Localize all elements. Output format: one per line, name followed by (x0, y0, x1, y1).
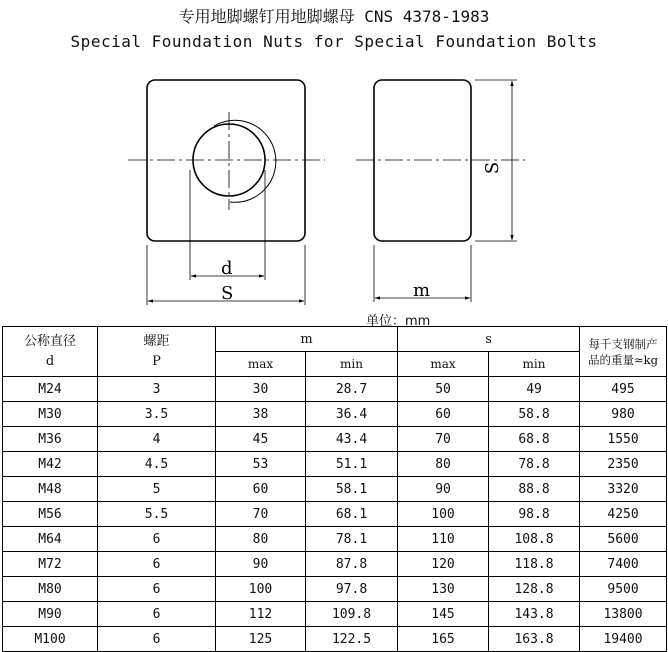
cell-m-max: 80 (216, 527, 306, 552)
cell-s-max: 120 (398, 552, 489, 577)
cell-pitch: 5 (98, 477, 216, 502)
cell-m-min: 28.7 (306, 377, 398, 402)
thread-arc (214, 120, 276, 202)
cell-weight: 495 (580, 377, 667, 402)
cell-m-min: 58.1 (306, 477, 398, 502)
table-row (3, 527, 667, 552)
table-row (3, 602, 667, 627)
table-row (3, 427, 667, 452)
cell-pitch: 6 (98, 602, 216, 627)
cell-m-max: 53 (216, 452, 306, 477)
cell-size: M48 (3, 477, 98, 502)
nut-front-outline (147, 80, 305, 241)
cell-weight: 7400 (580, 552, 667, 577)
cell-pitch: 6 (98, 627, 216, 652)
cell-m-min: 109.8 (306, 602, 398, 627)
header-weight (580, 327, 667, 377)
header-weight-line2: 品的重量≈kg (588, 352, 659, 367)
cell-m-max: 38 (216, 402, 306, 427)
cell-s-min: 49 (489, 377, 580, 402)
cell-weight: 1550 (580, 427, 667, 452)
cell-m-min: 87.8 (306, 552, 398, 577)
label-m: m (413, 280, 431, 301)
cell-weight: 9500 (580, 577, 667, 602)
unit-label: 单位：mm (366, 314, 431, 329)
table-row (3, 452, 667, 477)
cell-weight: 4250 (580, 502, 667, 527)
cell-weight: 980 (580, 402, 667, 427)
cell-m-max: 125 (216, 627, 306, 652)
header-s: s (398, 327, 580, 352)
cell-pitch: 6 (98, 527, 216, 552)
header-m-max: max (216, 352, 306, 377)
header-size-sym: d (45, 353, 55, 369)
table-row (3, 402, 667, 427)
cell-s-min: 108.8 (489, 527, 580, 552)
cell-weight: 3320 (580, 477, 667, 502)
cell-s-max: 50 (398, 377, 489, 402)
table-row (3, 377, 667, 402)
table-row (3, 477, 667, 502)
header-s-min: min (489, 352, 580, 377)
cell-pitch: 6 (98, 577, 216, 602)
cell-m-min: 68.1 (306, 502, 398, 527)
cell-size: M42 (3, 452, 98, 477)
cell-s-min: 128.8 (489, 577, 580, 602)
cell-size: M30 (3, 402, 98, 427)
cell-s-max: 165 (398, 627, 489, 652)
cell-s-min: 68.8 (489, 427, 580, 452)
cell-s-max: 60 (398, 402, 489, 427)
cell-s-max: 90 (398, 477, 489, 502)
table-row (3, 577, 667, 602)
cell-m-max: 60 (216, 477, 306, 502)
cell-pitch: 4.5 (98, 452, 216, 477)
cell-s-max: 80 (398, 452, 489, 477)
cell-weight: 2350 (580, 452, 667, 477)
cell-s-min: 143.8 (489, 602, 580, 627)
cell-weight: 13800 (580, 602, 667, 627)
header-m-min: min (306, 352, 398, 377)
cell-s-max: 70 (398, 427, 489, 452)
cell-m-min: 43.4 (306, 427, 398, 452)
header-size (3, 327, 98, 377)
cell-weight: 19400 (580, 627, 667, 652)
cell-pitch: 4 (98, 427, 216, 452)
cell-s-max: 110 (398, 527, 489, 552)
cell-m-max: 45 (216, 427, 306, 452)
cell-m-max: 90 (216, 552, 306, 577)
header-size-cn: 公称直径 (23, 333, 76, 349)
header-weight-line1: 每千支钢制产 (588, 336, 658, 351)
cell-pitch: 6 (98, 552, 216, 577)
header-pitch-sym: P (152, 353, 161, 369)
cell-s-max: 100 (398, 502, 489, 527)
label-s-bottom: S (221, 283, 234, 304)
cell-size: M56 (3, 502, 98, 527)
title-english: Special Foundation Nuts for Special Foundation Bolts (70, 32, 598, 51)
label-d: d (221, 258, 233, 279)
cell-m-max: 112 (216, 602, 306, 627)
cell-pitch: 3.5 (98, 402, 216, 427)
cell-m-min: 78.1 (306, 527, 398, 552)
cell-s-min: 58.8 (489, 402, 580, 427)
cell-m-min: 122.5 (306, 627, 398, 652)
cell-m-max: 30 (216, 377, 306, 402)
cell-size: M64 (3, 527, 98, 552)
cell-size: M72 (3, 552, 98, 577)
cell-s-max: 145 (398, 602, 489, 627)
header-m: m (216, 327, 398, 352)
cell-m-max: 100 (216, 577, 306, 602)
nut-side-outline (374, 80, 471, 241)
cell-size: M80 (3, 577, 98, 602)
header-s-max: max (398, 352, 489, 377)
header-pitch-cn: 螺距 (143, 333, 170, 349)
cell-size: M24 (3, 377, 98, 402)
spec-table (2, 326, 667, 652)
cell-s-min: 163.8 (489, 627, 580, 652)
cell-m-max: 70 (216, 502, 306, 527)
cell-s-min: 118.8 (489, 552, 580, 577)
cell-size: M100 (3, 627, 98, 652)
cell-m-min: 97.8 (306, 577, 398, 602)
cell-weight: 5600 (580, 527, 667, 552)
cell-m-min: 51.1 (306, 452, 398, 477)
front-view (128, 80, 325, 305)
table-row (3, 627, 667, 652)
side-view (356, 80, 525, 302)
cell-m-min: 36.4 (306, 402, 398, 427)
cell-s-min: 78.8 (489, 452, 580, 477)
cell-size: M36 (3, 427, 98, 452)
table-body (3, 377, 667, 652)
title-chinese: 专用地脚螺钉用地脚螺母 CNS 4378-1983 (178, 7, 490, 26)
cell-size: M90 (3, 602, 98, 627)
cell-pitch: 3 (98, 377, 216, 402)
table-row (3, 552, 667, 577)
cell-s-max: 130 (398, 577, 489, 602)
cell-s-min: 98.8 (489, 502, 580, 527)
cell-pitch: 5.5 (98, 502, 216, 527)
label-s-side: S (482, 161, 503, 175)
header-pitch (98, 327, 216, 377)
cell-s-min: 88.8 (489, 477, 580, 502)
table-row (3, 502, 667, 527)
